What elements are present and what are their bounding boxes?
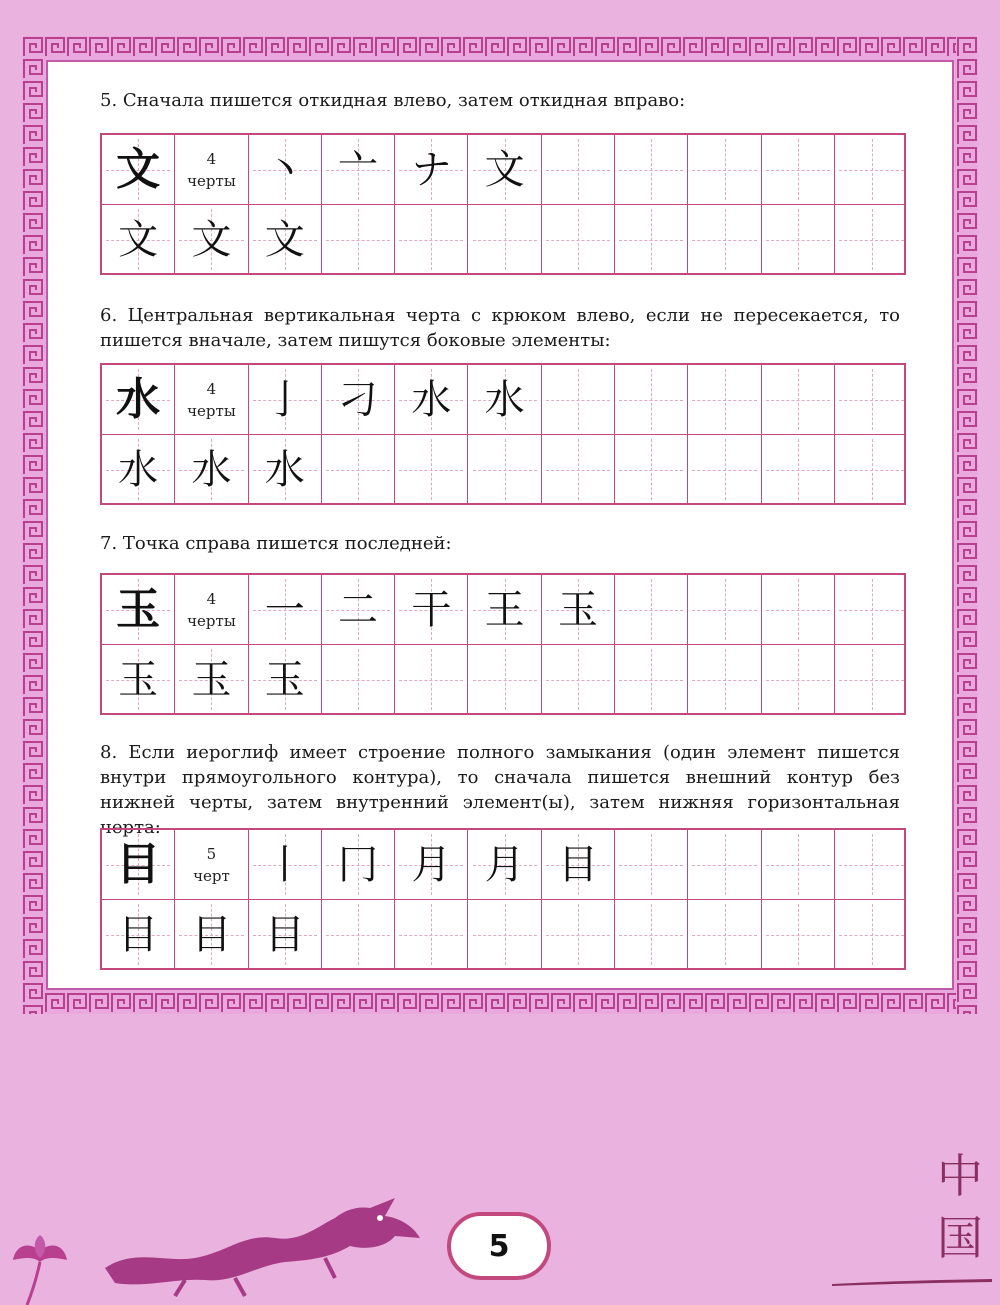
practice-grid-8 [100, 828, 906, 970]
practice-cell [249, 205, 322, 274]
stroke-count: 4 [206, 589, 217, 608]
instruction-7: 7. Точка справа пишется последней: [100, 533, 452, 554]
practice-cell [249, 435, 322, 504]
stroke-step-1 [249, 830, 322, 899]
practice-cell [102, 435, 175, 504]
stroke-step-glyph: 刁 [338, 376, 379, 423]
model-char: 文 [116, 143, 161, 195]
model-char-cell [102, 830, 175, 899]
empty-practice-cell[interactable] [762, 205, 835, 274]
empty-practice-cell[interactable] [542, 435, 615, 504]
empty-practice-cell[interactable] [835, 575, 908, 644]
stroke-count-cell [175, 365, 248, 434]
side-char-zhong: 中 [937, 1149, 983, 1203]
empty-practice-cell[interactable] [688, 575, 761, 644]
stroke-step-4 [469, 365, 542, 434]
empty-practice-cell[interactable] [762, 365, 835, 434]
practice-cell [249, 645, 322, 714]
stroke-step-3 [395, 135, 468, 204]
empty-practice-cell[interactable] [835, 365, 908, 434]
empty-practice-cell[interactable] [615, 435, 688, 504]
practice-cell [102, 900, 175, 969]
practice-glyph: 玉 [191, 656, 232, 703]
lotus-icon [5, 1210, 75, 1305]
stroke-step-4 [469, 135, 542, 204]
model-char-cell [102, 365, 175, 434]
empty-practice-cell[interactable] [835, 645, 908, 714]
practice-glyph: 目 [118, 911, 159, 958]
empty-practice-cell[interactable] [469, 435, 542, 504]
stroke-step-1 [249, 365, 322, 434]
stroke-count-cell [175, 830, 248, 899]
practice-grid-7 [100, 573, 906, 715]
practice-glyph: 水 [191, 446, 232, 493]
empty-practice-cell[interactable] [835, 900, 908, 969]
practice-glyph: 文 [191, 216, 232, 263]
stroke-count: 5 [206, 844, 217, 863]
empty-practice-cell[interactable] [762, 575, 835, 644]
empty-practice-cell[interactable] [542, 645, 615, 714]
model-char: 玉 [116, 583, 161, 635]
instruction-5: 5. Сначала пишется откидная влево, затем откидная вправо: [100, 90, 686, 111]
model-char: 目 [116, 838, 161, 890]
stroke-step-glyph: 一 [264, 586, 305, 633]
empty-practice-cell[interactable] [762, 830, 835, 899]
stroke-count: 4 [206, 149, 217, 168]
practice-cell [102, 645, 175, 714]
stroke-step-glyph: 目 [557, 841, 598, 888]
empty-practice-cell[interactable] [688, 830, 761, 899]
dragon-icon [95, 1188, 425, 1298]
empty-practice-cell[interactable] [615, 900, 688, 969]
practice-cell [175, 435, 248, 504]
stroke-step-glyph: 水 [484, 376, 525, 423]
meander-border-bottom [22, 992, 978, 1014]
stroke-step-glyph: 丨 [264, 841, 305, 888]
empty-practice-cell[interactable] [322, 435, 395, 504]
meander-border-top [22, 36, 978, 58]
empty-practice-cell[interactable] [688, 365, 761, 434]
empty-practice-cell[interactable] [469, 205, 542, 274]
empty-practice-cell[interactable] [835, 135, 908, 204]
model-char: 水 [116, 373, 161, 425]
empty-practice-cell[interactable] [835, 205, 908, 274]
empty-practice-cell[interactable] [542, 135, 615, 204]
stroke-word: черты [187, 401, 236, 420]
stroke-step-3 [395, 575, 468, 644]
empty-practice-cell[interactable] [688, 645, 761, 714]
stroke-step-glyph: 月 [484, 841, 525, 888]
stroke-step-2 [322, 365, 395, 434]
practice-glyph: 玉 [264, 656, 305, 703]
empty-practice-cell[interactable] [615, 135, 688, 204]
stroke-step-glyph: 干 [411, 586, 452, 633]
stroke-step-3 [395, 830, 468, 899]
practice-glyph: 水 [264, 446, 305, 493]
stroke-step-2 [322, 830, 395, 899]
empty-practice-cell[interactable] [469, 900, 542, 969]
stroke-step-1 [249, 575, 322, 644]
stroke-step-1 [249, 135, 322, 204]
empty-practice-cell[interactable] [395, 900, 468, 969]
practice-cell [175, 645, 248, 714]
instruction-6: 6. Центральная вертикальная черта с крюком влево, если не пересекается, то пишется вначале, затем пишутся боковые элементы: [100, 305, 900, 351]
stroke-step-2 [322, 575, 395, 644]
meander-border-right [956, 36, 978, 1014]
empty-practice-cell[interactable] [835, 435, 908, 504]
practice-glyph: 文 [118, 216, 159, 263]
stroke-count-cell [175, 135, 248, 204]
meander-border-left [22, 36, 44, 1014]
empty-practice-cell[interactable] [615, 205, 688, 274]
empty-practice-cell[interactable] [615, 575, 688, 644]
empty-practice-cell[interactable] [762, 645, 835, 714]
empty-practice-cell[interactable] [835, 830, 908, 899]
stroke-step-4 [469, 830, 542, 899]
stroke-step-glyph: 亠 [338, 146, 379, 193]
empty-practice-cell[interactable] [688, 900, 761, 969]
stroke-count-cell [175, 575, 248, 644]
empty-practice-cell[interactable] [615, 365, 688, 434]
stroke-word: черты [187, 611, 236, 630]
empty-practice-cell[interactable] [688, 205, 761, 274]
brush-stroke-line [832, 1278, 992, 1286]
stroke-step-glyph: 丶 [264, 146, 305, 193]
practice-grid-6 [100, 363, 906, 505]
side-char-guo: 国 [937, 1211, 983, 1265]
stroke-step-glyph: 月 [411, 841, 452, 888]
stroke-word: черты [187, 171, 236, 190]
stroke-step-3 [395, 365, 468, 434]
practice-grid-5 [100, 133, 906, 275]
empty-practice-cell[interactable] [322, 645, 395, 714]
empty-practice-cell[interactable] [542, 900, 615, 969]
empty-practice-cell[interactable] [688, 435, 761, 504]
model-char-cell [102, 135, 175, 204]
empty-practice-cell[interactable] [615, 830, 688, 899]
stroke-step-glyph: ナ [411, 146, 452, 193]
empty-practice-cell[interactable] [322, 205, 395, 274]
practice-glyph: 目 [191, 911, 232, 958]
stroke-word: черт [193, 866, 230, 885]
model-char-cell [102, 575, 175, 644]
practice-cell [175, 205, 248, 274]
empty-practice-cell[interactable] [395, 645, 468, 714]
empty-practice-cell[interactable] [395, 435, 468, 504]
stroke-step-glyph: 王 [484, 586, 525, 633]
instruction-8: 8. Если иероглиф имеет строение полного замыкания (один элемент пишется внутри прямоугольного контура), то сначала пишется внешний контур без нижней черты, затем внутренний элемент(ы), затем нижняя горизонтальная черта: [100, 742, 900, 838]
stroke-count: 4 [206, 379, 217, 398]
stroke-step-5 [542, 575, 615, 644]
practice-glyph: 玉 [118, 656, 159, 703]
empty-practice-cell[interactable] [322, 900, 395, 969]
empty-practice-cell[interactable] [762, 900, 835, 969]
empty-practice-cell[interactable] [469, 645, 542, 714]
empty-practice-cell[interactable] [542, 205, 615, 274]
stroke-step-5 [542, 830, 615, 899]
practice-cell [249, 900, 322, 969]
empty-practice-cell[interactable] [762, 135, 835, 204]
practice-glyph: 水 [118, 446, 159, 493]
stroke-step-glyph: 水 [411, 376, 452, 423]
practice-cell [175, 900, 248, 969]
stroke-step-glyph: 冂 [338, 841, 379, 888]
practice-cell [102, 205, 175, 274]
stroke-step-glyph: 二 [338, 586, 379, 633]
empty-practice-cell[interactable] [395, 205, 468, 274]
stroke-step-glyph: 亅 [264, 376, 305, 423]
stroke-step-glyph: 玉 [557, 586, 598, 633]
empty-practice-cell[interactable] [615, 645, 688, 714]
empty-practice-cell[interactable] [542, 365, 615, 434]
page-number-badge: 5 [447, 1212, 551, 1280]
practice-glyph: 文 [264, 216, 305, 263]
stroke-step-4 [469, 575, 542, 644]
stroke-step-glyph: 文 [484, 146, 525, 193]
empty-practice-cell[interactable] [688, 135, 761, 204]
china-side-label [930, 1145, 990, 1269]
empty-practice-cell[interactable] [762, 435, 835, 504]
practice-glyph: 目 [264, 911, 305, 958]
stroke-step-2 [322, 135, 395, 204]
